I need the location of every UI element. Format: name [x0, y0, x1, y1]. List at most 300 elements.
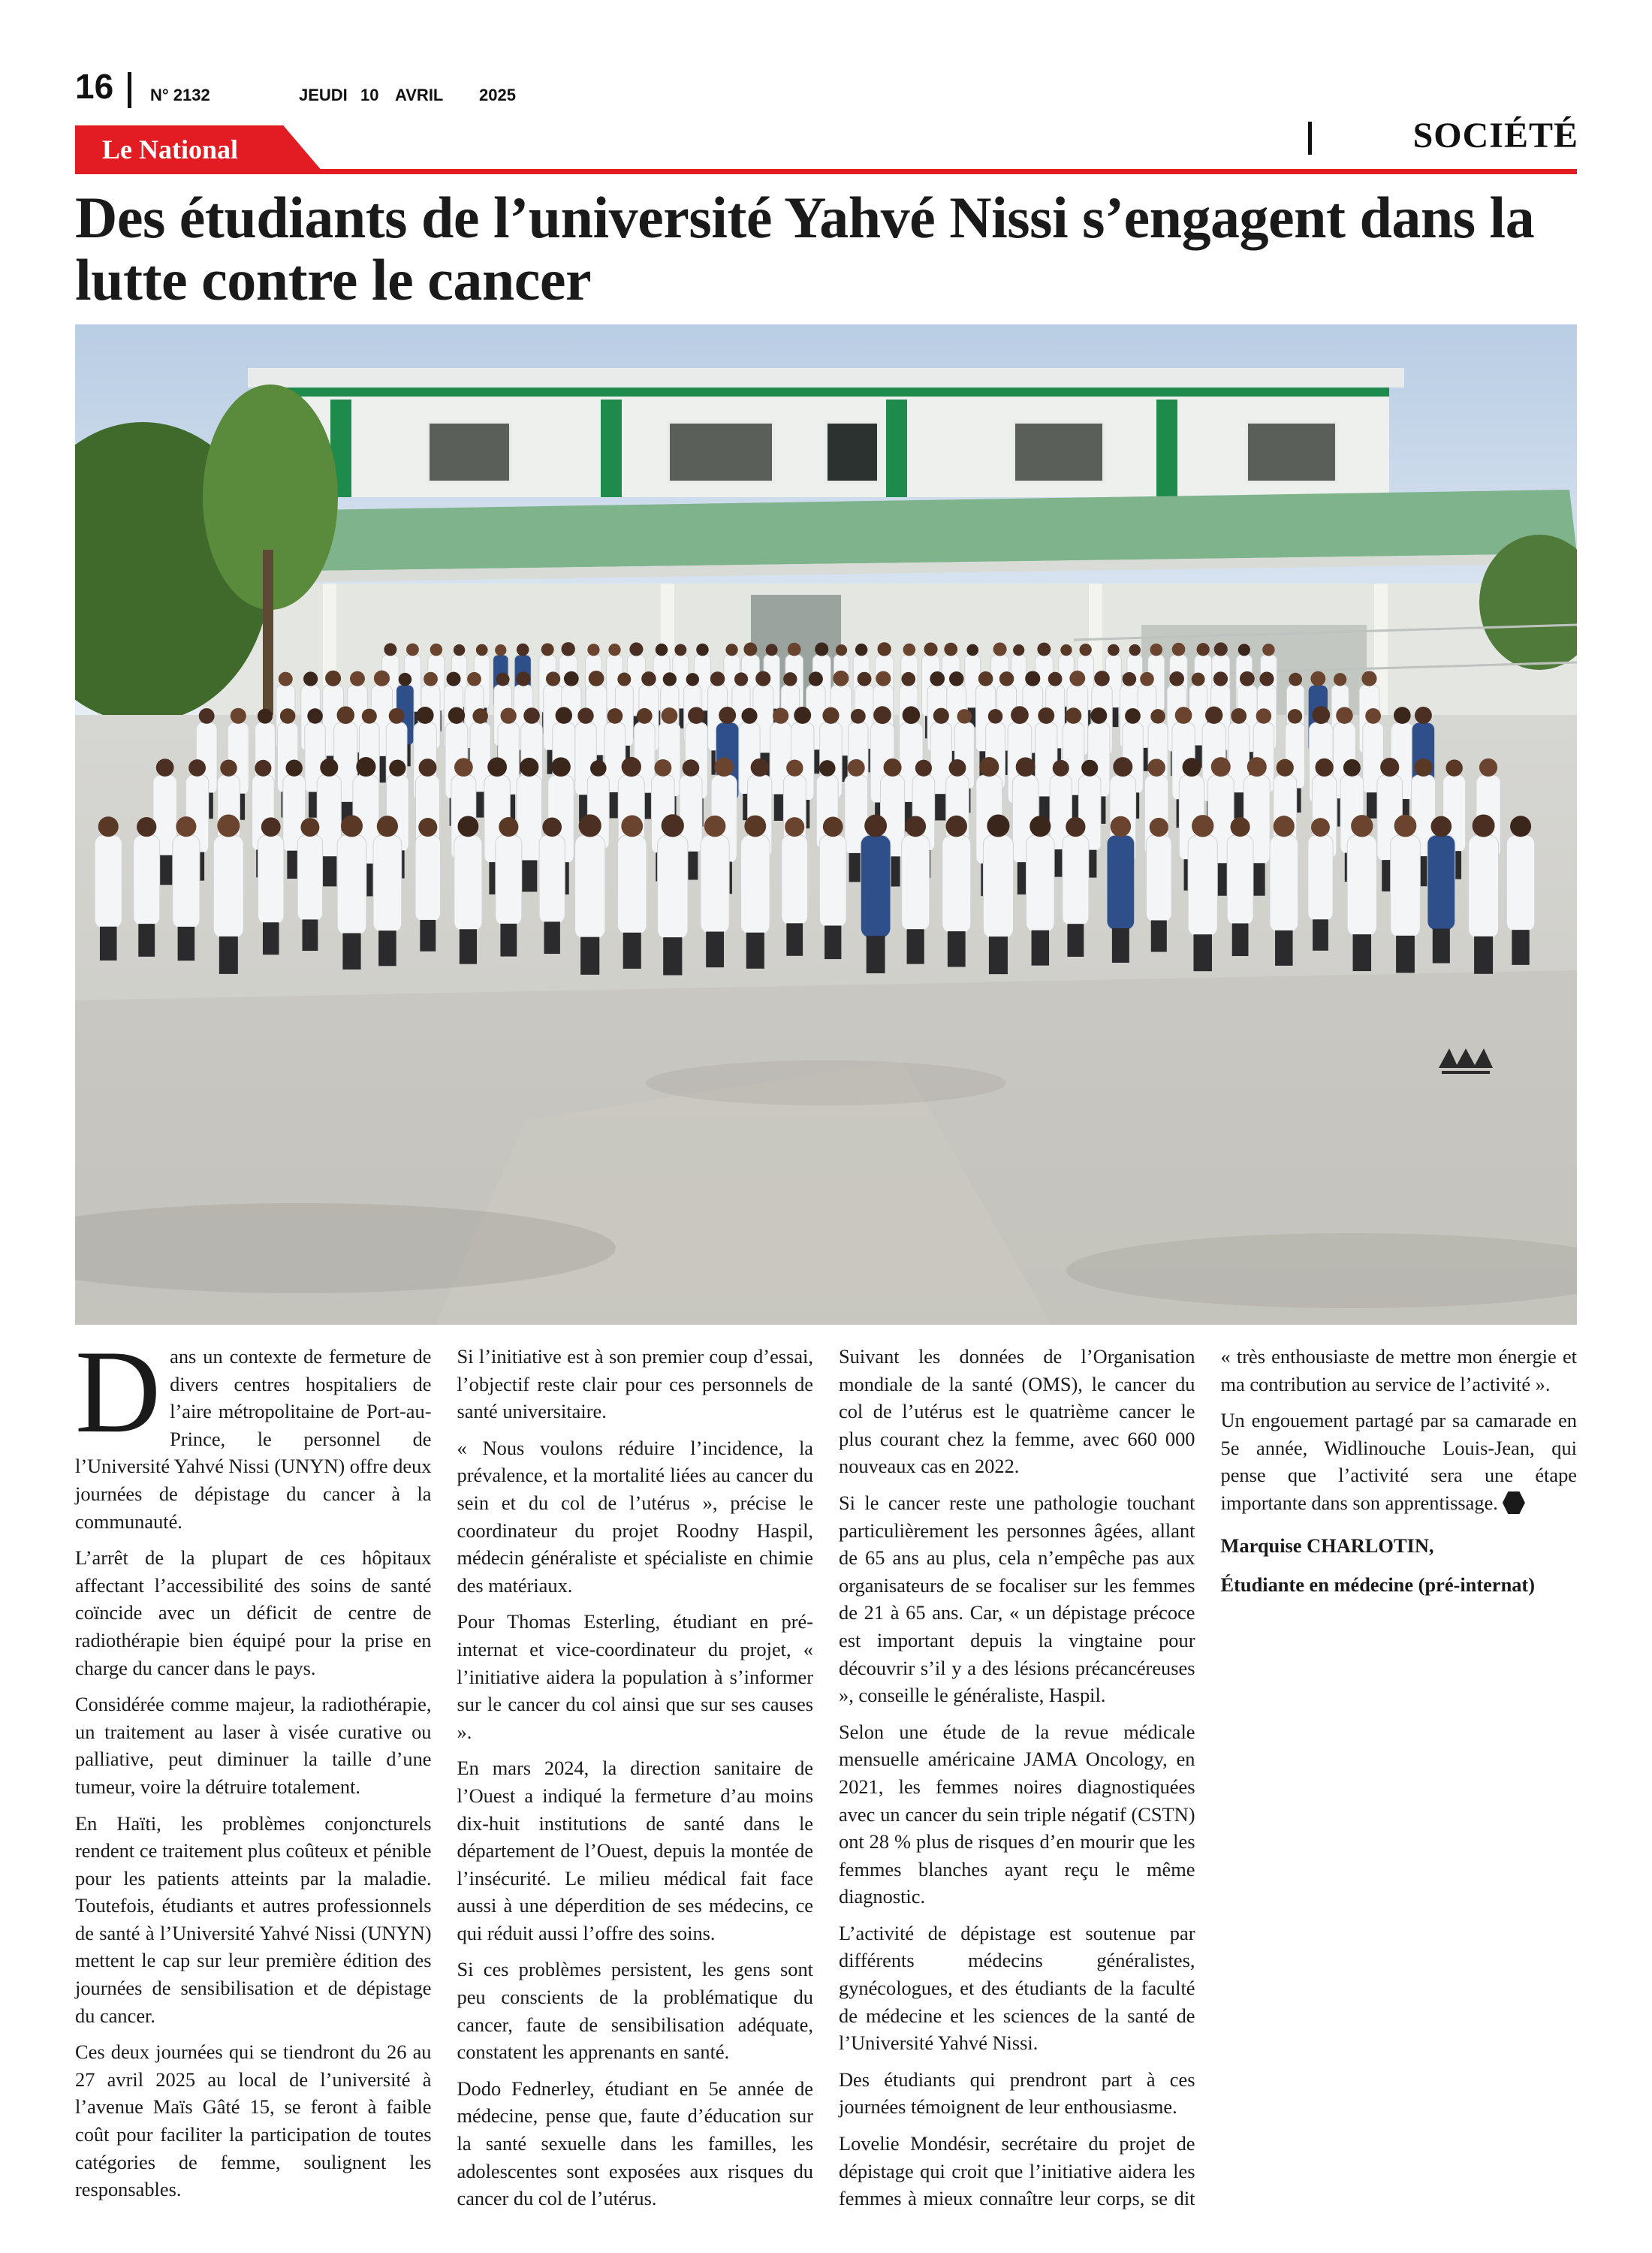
person-head	[1380, 758, 1399, 777]
person-legs	[706, 932, 724, 968]
person-head	[993, 642, 1007, 656]
person-head	[876, 671, 891, 686]
person-head	[1231, 708, 1247, 724]
person-head	[1277, 759, 1294, 777]
person-coat	[658, 835, 688, 940]
person-head	[495, 644, 506, 656]
person-legs	[1512, 930, 1529, 965]
person-head	[1094, 671, 1110, 686]
person-coat	[1469, 835, 1499, 938]
person-head	[957, 709, 972, 723]
person-head	[674, 644, 686, 656]
person-head	[858, 672, 872, 686]
person-head	[683, 759, 700, 777]
person-coat	[454, 835, 482, 931]
person-coat	[1107, 835, 1135, 930]
person-head	[217, 815, 240, 837]
group-photo-illustration	[75, 324, 1577, 1325]
person-head	[987, 814, 1009, 837]
person-head	[419, 759, 437, 777]
person-head	[406, 644, 419, 656]
person-head	[374, 671, 390, 686]
person-head	[1262, 644, 1274, 656]
person-head	[517, 644, 529, 656]
person-head	[448, 707, 465, 724]
person-head	[966, 644, 978, 656]
person-head	[979, 757, 999, 777]
person-legs	[321, 856, 336, 886]
person-head	[231, 708, 246, 724]
person-legs	[500, 924, 517, 957]
person-head	[741, 708, 757, 724]
paragraph: Si ces problèmes persistent, les gens sont peu conscients de la problématique du cancer, faute de sensibilisation adéquate, constatent les apprenants en santé.	[457, 1958, 813, 2064]
person-head	[1090, 707, 1107, 724]
person-head	[384, 643, 396, 656]
person-head	[1066, 817, 1085, 837]
person-head	[362, 709, 377, 724]
person-head	[755, 671, 770, 686]
person-head	[472, 708, 488, 724]
person-head	[430, 644, 443, 656]
person-head	[836, 644, 847, 656]
person-head	[137, 817, 156, 837]
person-head	[280, 708, 295, 723]
person-head	[734, 672, 748, 686]
person-head	[1113, 757, 1132, 777]
person-head	[848, 759, 865, 777]
person-legs	[989, 936, 1008, 974]
person-head	[546, 671, 560, 686]
person-head	[320, 759, 338, 777]
person-head	[556, 707, 572, 723]
person-coat	[496, 835, 522, 925]
person-head	[819, 760, 836, 777]
person-coat	[861, 835, 891, 938]
person-head	[1037, 643, 1051, 656]
person-head	[523, 707, 540, 724]
person-head	[577, 707, 593, 723]
person-coat	[337, 835, 366, 935]
person-coat	[258, 835, 284, 924]
author-name: Marquise CHARLOTIN,	[1220, 1534, 1434, 1557]
person-head	[1310, 671, 1325, 686]
person-head	[188, 759, 206, 777]
paragraph: Si l’initiative est à son premier coup d’essai, l’objectif reste clair pour ces personnels de santé universitaire.	[457, 1345, 813, 1423]
person-legs	[824, 925, 841, 959]
person-head	[903, 644, 916, 656]
person-legs	[1313, 919, 1328, 951]
person-coat	[741, 835, 770, 934]
person-head	[930, 671, 945, 686]
person-head	[641, 671, 656, 686]
person-head	[607, 708, 623, 724]
person-head	[696, 644, 709, 656]
person-head	[1415, 759, 1433, 777]
person-head	[949, 671, 964, 686]
person-head	[341, 815, 363, 837]
person-head	[496, 673, 510, 686]
person-head	[325, 671, 341, 686]
person-head	[1011, 706, 1029, 724]
person-head	[261, 817, 281, 837]
person-head	[1430, 816, 1452, 837]
person-legs	[1032, 930, 1049, 966]
article-photo	[75, 324, 1577, 1325]
person-head	[773, 708, 788, 724]
person-head	[851, 709, 866, 724]
person-coat	[173, 835, 200, 928]
person-legs	[1232, 923, 1249, 956]
person-coat	[1427, 835, 1455, 930]
person-head	[1175, 707, 1192, 724]
person-legs	[178, 927, 195, 961]
person-head	[350, 671, 365, 686]
person-head	[587, 644, 599, 656]
person-legs	[580, 937, 599, 975]
person-legs	[100, 927, 117, 961]
person-head	[751, 759, 769, 777]
section-label: SOCIÉTÉ	[1412, 116, 1578, 155]
person-head	[98, 816, 119, 837]
person-head	[608, 644, 620, 656]
paragraph: Si le cancer reste une pathologie touchant particulièrement les personnes âgées, allant de 65 ans au plus, cela n’empêche pas aux organisateurs de se focaliser sur les femmes de 21 à 65 ans. Car, « un dépistage précoce est important depuis la vingtaine pour découvrir s’il y a des lésions précancéreuses », conseille le généraliste, Haspil.	[839, 1491, 1195, 1707]
person-head	[949, 759, 966, 777]
person-coat	[1188, 835, 1217, 936]
person-legs	[460, 929, 477, 964]
person-head	[710, 671, 725, 686]
person-head	[1013, 644, 1024, 656]
person-head	[1125, 708, 1141, 724]
person-head	[1172, 643, 1186, 656]
person-head	[1129, 644, 1141, 656]
person-head	[220, 759, 237, 776]
paragraph: Ces deux journées qui se tiendront du 26 au 27 avril 2025 au local de l’université à l’avenue Maïs Gâté 15, se feront à faible coût pour faciliter la participation de toutes catégories de femme, soulignent les responsables.	[75, 2040, 432, 2201]
paragraph: Des étudiants qui prendront part à ces journées témoignent de leur enthousiasme.	[839, 2068, 1195, 2119]
person-coat	[1391, 835, 1421, 937]
person-head	[561, 642, 574, 656]
person-head	[1150, 644, 1163, 656]
person-head	[1289, 673, 1302, 686]
person-legs	[544, 921, 560, 954]
person-head	[300, 818, 319, 837]
person-head	[714, 757, 734, 777]
person-head	[307, 708, 323, 724]
person-coat	[1026, 835, 1055, 932]
person-head	[377, 816, 398, 837]
person-head	[1192, 673, 1205, 686]
person-head	[1111, 816, 1132, 837]
person-head	[454, 644, 465, 656]
person-head	[564, 671, 579, 686]
person-head	[823, 816, 843, 837]
person-head	[1205, 707, 1222, 724]
person-head	[743, 643, 757, 656]
person-head	[637, 708, 653, 724]
person-head	[622, 757, 641, 777]
year: 2025	[479, 86, 516, 104]
person-head	[1150, 818, 1168, 837]
person-head	[1213, 671, 1228, 686]
person-head	[1365, 708, 1381, 724]
person-legs	[786, 923, 803, 955]
person-head	[542, 818, 562, 837]
person-head	[704, 816, 726, 837]
person-head	[1197, 643, 1210, 656]
person-head	[579, 814, 601, 837]
person-head	[1510, 816, 1531, 837]
person-head	[516, 671, 530, 686]
person-coat	[1227, 835, 1253, 925]
person-head	[1029, 816, 1051, 837]
brand-name: Le National	[102, 134, 239, 164]
person-coat	[983, 835, 1013, 939]
paragraph: L’arrêt de la plupart de ces hôpitaux affectant l’accessibilité des soins de santé coïncide avec un déficit de centre de radiothérapie bien équipé pour la prise en charge du cancer dans le pays.	[75, 1546, 432, 1679]
person-legs	[263, 922, 279, 955]
paragraph: « Nous voulons réduire l’incidence, la prévalence, et la mortalité liées au cancer du sein et du col de l’utérus », précise le coordinateur du projet Roodny Haspil, médecin généraliste et spécialiste en chimie des matériaux.	[457, 1436, 813, 1597]
person-head	[999, 671, 1014, 686]
paragraph: Lovelie Mondésir, secrétaire du projet de dépistage qui croit que l’initiative aidera les femmes à mieux connaître leur corps, se dit « très enthousiaste de mettre mon énergie et ma contribution au service de l’activité ».	[839, 1345, 1577, 2210]
person-coat	[701, 835, 729, 933]
person-head	[788, 643, 801, 656]
person-head	[783, 672, 797, 686]
section-divider	[1308, 122, 1312, 155]
person-head	[1274, 816, 1295, 837]
person-head	[944, 643, 957, 656]
person-legs	[948, 931, 966, 967]
person-coat	[1063, 835, 1089, 925]
person-head	[424, 672, 438, 686]
person-head	[303, 671, 318, 686]
person-head	[873, 706, 891, 724]
person-head	[499, 817, 518, 837]
person-coat	[782, 835, 808, 925]
person-head	[255, 760, 271, 777]
person-head	[1315, 759, 1333, 777]
person-head	[617, 673, 631, 686]
person-legs	[219, 936, 238, 974]
person-legs	[1474, 936, 1493, 974]
person-head	[417, 707, 434, 724]
person-head	[1211, 757, 1231, 777]
paragraph: Pour Thomas Esterling, étudiant en pré-internat et vice-coordinateur du projet, « l’initiative aidera la population à s’informer sur le cancer du col ainsi que sur ses causes ».	[457, 1610, 813, 1743]
person-head	[1247, 757, 1267, 777]
person-head	[176, 816, 196, 837]
person-head	[1351, 815, 1373, 837]
person-head	[905, 816, 926, 837]
person-coat	[1146, 835, 1171, 922]
person-legs	[1112, 928, 1129, 963]
person-head	[467, 672, 481, 686]
person-coat	[134, 835, 160, 925]
person-head	[621, 816, 643, 837]
author-byline	[1221, 1526, 1578, 1604]
paragraph: L’activité de dépistage est soutenue par différents médecins généralistes, gynécologues, et des étudiants de la faculté de médecine et les sciences de la santé de l’Université Yahvé Nissi.	[839, 1921, 1195, 2055]
person-legs	[746, 933, 764, 969]
day-of-month: 10	[360, 86, 379, 104]
person-head	[279, 672, 293, 686]
person-coat	[415, 835, 440, 921]
person-legs	[342, 933, 360, 970]
person-head	[933, 708, 949, 724]
person-head	[356, 757, 375, 777]
person-head	[662, 814, 684, 837]
person-head	[629, 642, 643, 656]
person-legs	[1151, 920, 1167, 952]
person-head	[1147, 759, 1165, 777]
person-head	[901, 672, 915, 686]
person-head	[1081, 760, 1098, 777]
person-legs	[1396, 936, 1415, 973]
person-legs	[420, 920, 436, 952]
person-head	[688, 707, 704, 723]
paragraph: En mars 2024, la direction sanitaire de l’Ouest a indiqué la fermeture d’au moins dix-huit institutions de santé dans le département de l’Ouest, depuis la montée de l’insécurité. Le milieu médical fait face aussi à une déperdition de ses médecins, ce qui réduit aussi l’offre des soins.	[457, 1757, 813, 1944]
person-head	[1240, 671, 1255, 686]
paragraph-text: Un engouement partagé par sa camarade en 5e année, Widlinouche Louis-Jean, qui pense que l’activité sera une étape importante dans son apprentissage.	[1220, 1409, 1577, 1514]
paragraph: Suivant les données de l’Organisation mondiale de la santé (OMS), le cancer du col de l’utérus est le quatrième cancer le plus courant chez la femme, avec 660 000 nouveaux cas en 2022.	[839, 1345, 1195, 1478]
person-head	[1066, 707, 1081, 723]
person-head	[399, 673, 412, 686]
person-head	[590, 760, 607, 777]
last-paragraph	[1221, 1407, 1578, 1516]
person-head	[541, 643, 554, 656]
person-head	[1259, 671, 1274, 686]
month: AVRIL	[395, 86, 444, 104]
person-head	[1394, 815, 1417, 837]
person-head	[884, 759, 902, 777]
person-head	[1238, 644, 1250, 656]
person-head	[457, 816, 478, 837]
person-head	[786, 759, 803, 776]
person-coat	[539, 835, 565, 923]
person-head	[924, 642, 938, 656]
paragraph: Considérée comme majeur, la radiothérapie, un traitement au laser à visée curative ou palliative, peut diminuer la taille d’une tumeur, voire la détruire totalement.	[75, 1693, 432, 1798]
person-coat	[213, 835, 243, 938]
person-head	[1038, 707, 1054, 724]
person-head	[719, 707, 736, 724]
person-head	[454, 758, 473, 777]
person-head	[809, 671, 823, 686]
person-head	[1479, 759, 1497, 777]
paragraph: Dodo Fednerley, étudiant en 5e année de médecine, pense que, faute d’éducation sur la santé sexuelle dans les familles, les adolescentes sont exposées aux risques du cancer du col de l’utérus.	[457, 2077, 813, 2210]
person-legs	[1232, 792, 1245, 819]
person-head	[785, 817, 804, 837]
person-legs	[138, 924, 155, 957]
person-coat	[942, 835, 971, 933]
person-head	[1182, 758, 1201, 777]
person-head	[1343, 759, 1361, 777]
person-head	[1079, 644, 1091, 656]
person-head	[1361, 671, 1376, 686]
person-legs	[378, 930, 396, 966]
person-head	[1394, 707, 1411, 724]
person-legs	[907, 929, 924, 964]
person-head	[794, 707, 811, 724]
person-head	[766, 644, 778, 656]
person-head	[656, 644, 668, 656]
person-head	[663, 672, 677, 686]
person-legs	[623, 933, 641, 969]
person-head	[864, 815, 887, 837]
person-legs	[1433, 928, 1450, 963]
person-head	[833, 671, 849, 686]
person-head	[1446, 759, 1462, 776]
person-head	[1048, 672, 1063, 686]
person-head	[1025, 671, 1040, 686]
person-coat	[902, 835, 930, 931]
person-coat	[1308, 835, 1333, 921]
person-head	[978, 671, 993, 686]
person-head	[1334, 673, 1346, 686]
person-head	[855, 644, 867, 656]
person-head	[389, 760, 405, 777]
person-head	[1231, 817, 1250, 837]
person-head	[1123, 672, 1137, 686]
page-number: 16	[75, 67, 114, 106]
person-head	[1192, 815, 1213, 837]
person-head	[1169, 671, 1184, 686]
person-head	[744, 816, 766, 837]
person-head	[520, 758, 538, 777]
person-head	[1214, 642, 1228, 656]
person-coat	[373, 835, 402, 933]
person-head	[903, 706, 921, 724]
person-coat	[1270, 835, 1298, 932]
person-head	[1140, 672, 1154, 686]
person-head	[725, 644, 737, 656]
person-legs	[1067, 924, 1084, 957]
person-head	[1108, 644, 1120, 656]
weekday: JEUDI	[299, 86, 348, 104]
person-legs	[1193, 934, 1211, 971]
person-head	[1415, 707, 1432, 724]
person-head	[815, 642, 828, 656]
person-head	[1016, 757, 1036, 777]
person-coat	[819, 835, 846, 927]
person-legs	[521, 860, 537, 891]
person-coat	[95, 835, 122, 928]
person-head	[1069, 671, 1085, 686]
author-role: Étudiante en médecine (pré-internat)	[1220, 1573, 1536, 1596]
paragraph: Selon une étude de la revue médicale mensuelle américaine JAMA Oncology, en 2021, les femmes noires diagnostiquées avec un cancer du sein triple négatif (CSTN) ont 28 % plus de risques d’en mourir que les femmes blanches ayant reçu le même diagnostic.	[839, 1720, 1195, 1908]
person-legs	[1275, 930, 1292, 966]
person-head	[286, 759, 303, 776]
person-head	[878, 642, 891, 656]
person-head	[199, 708, 215, 724]
person-head	[501, 707, 517, 723]
person-coat	[297, 835, 322, 921]
article-headline: Des étudiants de l’université Yahvé Nissi s’engagent dans la lutte contre le cancer	[75, 185, 1535, 312]
person-legs	[663, 937, 682, 975]
person-head	[589, 671, 604, 686]
person-head	[389, 708, 405, 724]
person-head	[476, 644, 488, 656]
end-of-article-icon	[1503, 1491, 1525, 1514]
person-head	[1053, 760, 1069, 777]
person-head	[418, 818, 437, 837]
person-head	[1336, 707, 1352, 723]
person-coat	[618, 835, 647, 934]
person-head	[686, 673, 699, 686]
person-coat	[575, 835, 605, 939]
person-head	[551, 757, 571, 777]
person-head	[1311, 818, 1330, 837]
person-head	[487, 757, 507, 777]
paragraph: En Haïti, les problèmes conjoncturels rendent ce traitement plus coûteux et pénible pour les patients atteints par la maladie. Toutefois, étudiants et autres professionnels de santé à l’Université Yahvé Nissi (UNYN) mettent le cap sur leur première édition des journées de sensibilisation et de dépistage du cancer.	[75, 1811, 432, 2027]
person-head	[1060, 644, 1072, 656]
person-legs	[867, 936, 885, 973]
person-coat	[1506, 835, 1534, 931]
person-head	[1473, 815, 1495, 837]
